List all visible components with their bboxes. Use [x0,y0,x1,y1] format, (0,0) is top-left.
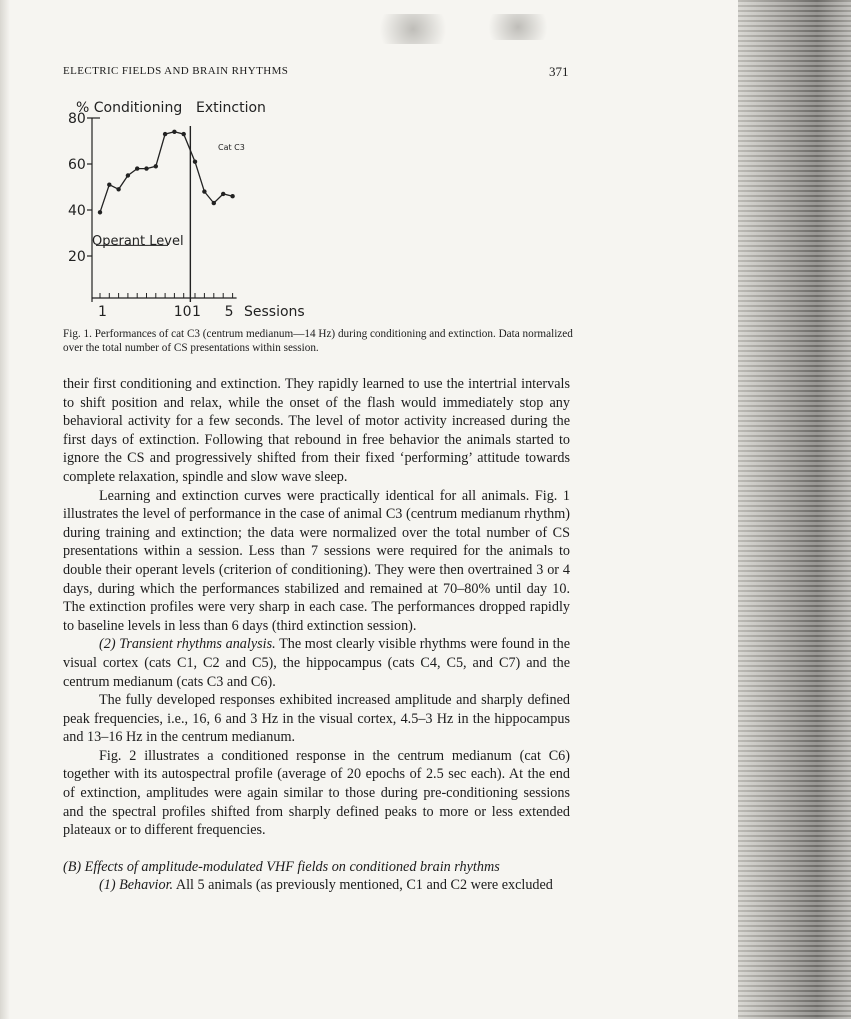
performance-chart [58,92,378,322]
chart-axes [68,111,237,320]
chart-marks [98,130,235,215]
extinction-label: Extinction [196,100,266,116]
figure-caption: Fig. 1. Performances of cat C3 (centrum medianum—14 Hz) during conditioning and extinction. Data normalized over the total number of CS presentations within session. [63,328,573,354]
section-heading: (B) Effects of amplitude-modulated VHF fields on conditioned brain rhythms [63,858,500,875]
body-text [63,375,570,895]
data-point [126,173,130,177]
data-point [172,130,176,134]
y-axis-title: % Conditioning [76,100,183,116]
paragraph-text: The most clearly visible rhythms were found in the visual cortex (cats C1, C2 and C5), the hippocampus (cats C4, C5, and C7) and the centrum medianum (cats C3 and C6). [63,636,570,690]
data-point [163,132,167,136]
section-lead: (2) Transient rhythms analysis. [99,636,276,653]
data-point [230,194,234,198]
y-tick-label: 80 [68,111,86,127]
data-point [154,164,158,168]
data-point [212,201,216,205]
x-tick-label: 1 [192,304,201,320]
x-axis-title: Sessions [244,304,305,320]
y-tick-label: 40 [68,203,86,219]
data-point [144,166,148,170]
paragraph-text: All 5 animals (as previously mentioned, C1 and C2 were excluded [173,877,553,894]
running-head: ELECTRIC FIELDS AND BRAIN RHYTHMS [63,65,289,77]
series-line-cat-c3 [100,132,233,213]
paragraph: Fig. 2 illustrates a conditioned response in the centrum medianum (cat C6) together with its autospectral profile (average of 20 epochs of 2.5 sec each). At the end of extinction, amplitudes were again similar to those during pre-conditioning sessions and the spectral profiles shifted from sharply defined peaks to more or less extended plateaux or to different frequencies. [63,747,570,839]
data-point [193,160,197,164]
operant-level-label: Operant Level [92,234,184,249]
paragraph [63,876,570,895]
paragraph: The fully developed responses exhibited increased amplitude and sharply defined peak frequencies, i.e., 16, 6 and 3 Hz in the visual cortex, 4.5–3 Hz in the hippocampus and 13–16 Hz in the centrum medianum. [63,692,570,746]
scan-smudge [368,14,458,44]
paragraph [63,635,570,691]
data-point [107,183,111,187]
scan-smudge [478,14,558,40]
data-point [116,187,120,191]
y-tick-label: 20 [68,249,86,265]
x-tick-label: 1 [98,304,107,320]
section-lead: (1) Behavior. [99,877,174,894]
data-point [221,192,225,196]
series-label: Cat C3 [218,143,245,152]
data-point [98,210,102,214]
x-tick-label: 10 [173,304,192,320]
figure-1 [58,92,378,322]
page-number: 371 [549,64,569,79]
paragraph: Learning and extinction curves were practically identical for all animals. Fig. 1 illustrates the level of performance in the case of animal C3 (centrum medianum rhythm) during training and extinction; the data were normalized over the total number of CS presentations within a session. Less than 7 sessions were required for the animals to double their operant levels (criterion of conditioning). They were then overtrained 3 or 4 days, during which the performances stabilized and remained at 70–80% until day 10. The extinction profiles were very sharp in each case. The performances dropped rapidly to baseline levels in less than 6 days (third extinction session). [63,487,570,634]
y-tick-label: 60 [68,157,86,173]
data-point [202,189,206,193]
page-left-edge [0,0,10,1019]
paragraph: their first conditioning and extinction. They rapidly learned to use the intertrial intervals to shift position and relax, while the onset of the flash would immediately stop any behavioral activity for a few seconds. The level of motor activity increased during the first days of extinction. Following that rebound in free behavior the animals started to ignore the CS and progressively shifted from their fixed ‘performing’ attitude towards complete relaxation, spindle and slow wave sleep. [63,376,570,485]
x-tick-label: 5 [224,304,234,320]
book-binding-edge [738,0,851,1019]
data-point [135,166,139,170]
data-point [182,132,186,136]
